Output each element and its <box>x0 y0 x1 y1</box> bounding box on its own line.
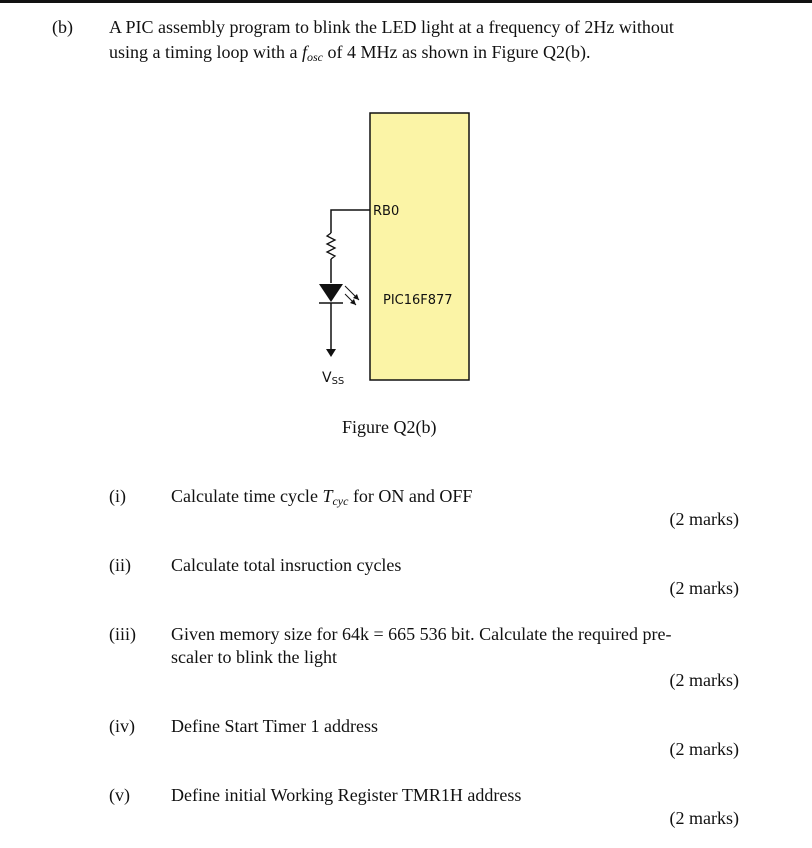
chip-label: PIC16F877 <box>383 293 453 308</box>
fosc-subscript: osc <box>307 50 324 64</box>
question-line-2-pre: using a timing loop with a <box>109 42 302 62</box>
pin-label-rb0: RB0 <box>373 204 400 219</box>
led-diode <box>319 284 343 302</box>
part-i-text <box>171 485 472 507</box>
vss-label <box>322 370 344 387</box>
vss-main: V <box>322 370 332 386</box>
figure-caption: Figure Q2(b) <box>342 417 437 437</box>
part-iv-marks: (2 marks) <box>669 739 739 759</box>
part-i-text-post: for ON and OFF <box>348 486 473 506</box>
part-iv-number: (iv) <box>109 716 135 736</box>
part-ii-marks: (2 marks) <box>669 578 739 598</box>
part-v-text: Define initial Working Register TMR1H address <box>171 785 522 805</box>
top-rule <box>0 0 812 3</box>
question-line-2 <box>109 41 590 63</box>
question-label: (b) <box>52 17 73 37</box>
circuit-figure <box>300 105 500 395</box>
part-iii-line-2: scaler to blink the light <box>171 647 337 667</box>
tcyc-variable <box>322 486 348 506</box>
tcyc-subscript: cyc <box>332 494 349 508</box>
part-v-number: (v) <box>109 785 130 805</box>
part-i-number: (i) <box>109 486 126 506</box>
vss-arrow-icon <box>326 349 336 357</box>
vss-subscript: SS <box>331 376 345 387</box>
part-iii-line-1: Given memory size for 64k = 665 536 bit. Calculate the required pre- <box>171 624 672 644</box>
question-line-2-post: of 4 MHz as shown in Figure Q2(b). <box>323 42 591 62</box>
question-line-1: A PIC assembly program to blink the LED light at a frequency of 2Hz without <box>109 17 674 37</box>
part-ii-number: (ii) <box>109 555 131 575</box>
part-iii-marks: (2 marks) <box>669 670 739 690</box>
rb0-wire <box>331 210 370 233</box>
part-ii-text: Calculate total insruction cycles <box>171 555 402 575</box>
pic-chip-body <box>370 113 469 380</box>
part-iii-number: (iii) <box>109 624 136 644</box>
part-iv-text: Define Start Timer 1 address <box>171 716 378 736</box>
part-i-marks: (2 marks) <box>669 509 739 529</box>
fosc-variable <box>302 42 323 62</box>
part-v-marks: (2 marks) <box>669 808 739 828</box>
part-i-text-pre: Calculate time cycle <box>171 486 323 506</box>
resistor <box>327 233 335 259</box>
fosc-symbol: f <box>302 42 308 62</box>
tcyc-symbol: T <box>322 486 333 506</box>
